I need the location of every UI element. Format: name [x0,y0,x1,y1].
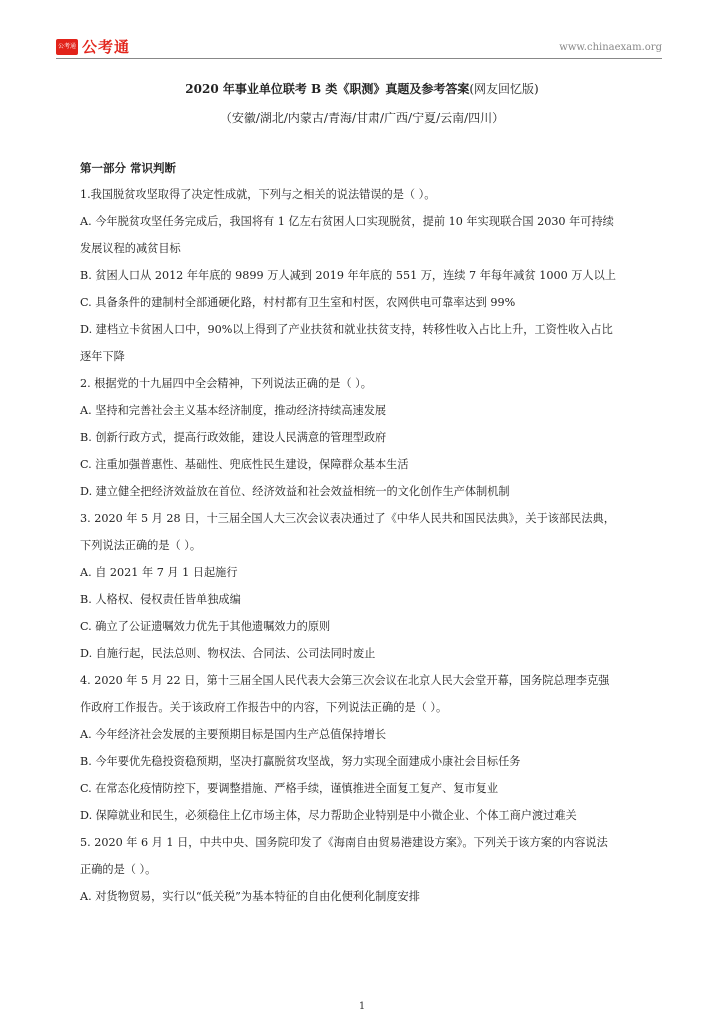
answer-option-line: 发展议程的减贫目标 [80,242,181,255]
answer-option-line: D. 保障就业和民生，必须稳住上亿市场主体，尽力帮助企业特别是中小微企业、个体工商户渡过难关 [80,809,577,822]
answer-option [80,323,656,364]
question-stem-line: 4. 2020 年 5 月 22 日，第十三届全国人民代表大会第三次会议在北京人民大会堂开幕，国务院总理李克强 [80,674,610,687]
question-stem-line: 3. 2020 年 5 月 28 日，十三届全国人大三次会议表决通过了《中华人民共和国民法典》，关于该部民法典， [80,512,615,525]
logo-text: 公考通 [82,38,131,56]
question-stem-line: 下列说法正确的是（ ）。 [80,539,202,552]
answer-option-line: D. 自施行起，民法总则、物权法、合同法、公司法同时废止 [80,647,376,660]
question-stem-line: 作政府工作报告。关于该政府工作报告中的内容，下列说法正确的是（ ）。 [80,701,448,714]
question-stem-line: 1.我国脱贫攻坚取得了决定性成就，下列与之相关的说法错误的是（ ）。 [80,188,436,201]
answer-option [80,593,656,607]
question-stem-line: 5. 2020 年 6 月 1 日，中共中央、国务院印发了《海南自由贸易港建设方案》。下列关于该方案的内容说法 [80,836,608,849]
answer-option [80,431,656,445]
answer-option [80,728,656,742]
answer-option [80,485,656,499]
answer-option-line: B. 创新行政方式，提高行政效能，建设人民满意的管理型政府 [80,431,387,444]
section-heading: 第一部分 常识判断 [80,161,177,175]
question-list [80,188,656,904]
answer-option-line: A. 今年脱贫攻坚任务完成后，我国将有 1 亿左右贫困人口实现脱贫，提前 10 年实现联合国 2030 年可持续 [80,215,614,228]
title-main: 2020 年事业单位联考 B 类《职测》真题及参考答案 [185,82,470,96]
answer-option-line: C. 注重加强普惠性、基础性、兜底性民生建设，保障群众基本生活 [80,458,409,471]
header-divider [56,58,662,59]
answer-option-line: B. 人格权、侵权责任皆单独成编 [80,593,241,606]
answer-option-line: 逐年下降 [80,350,125,363]
document-body [80,160,656,917]
answer-option [80,890,656,904]
answer-option-line: A. 对货物贸易，实行以“低关税”为基本特征的自由化便利化制度安排 [80,890,420,903]
document-title [0,80,724,97]
question-stem-line: 2. 根据党的十九届四中全会精神，下列说法正确的是（ ）。 [80,377,372,390]
answer-option-line: A. 坚持和完善社会主义基本经济制度，推动经济持续高速发展 [80,404,387,417]
page-header [0,0,724,62]
document-subtitle: （安徽/湖北/内蒙古/青海/甘肃/广西/宁夏/云南/四川） [219,111,505,125]
answer-option-line: A. 今年经济社会发展的主要预期目标是国内生产总值保持增长 [80,728,387,741]
answer-option [80,296,656,310]
answer-option [80,620,656,634]
answer-option [80,215,656,256]
answer-option-line: D. 建档立卡贫困人口中，90%以上得到了产业扶贫和就业扶贫支持，转移性收入占比上升，工资性收入占比 [80,323,613,336]
answer-option-line: C. 确立了公证遗嘱效力优先于其他遗嘱效力的原则 [80,620,331,633]
answer-option-line: C. 具备条件的建制村全部通硬化路，村村都有卫生室和村医，农网供电可靠率达到 99% [80,296,516,309]
question-stem [80,674,656,715]
question-stem [80,512,656,553]
answer-option [80,755,656,769]
answer-option [80,566,656,580]
question-stem [80,836,656,877]
answer-option-line: D. 建立健全把经济效益放在首位、经济效益和社会效益相统一的文化创作生产体制机制 [80,485,510,498]
answer-option-line: C. 在常态化疫情防控下，要调整措施、严格手续，谨慎推进全面复工复产、复市复业 [80,782,499,795]
question-stem [80,188,656,202]
answer-option-line: B. 今年要优先稳投资稳预期，坚决打赢脱贫攻坚战，努力实现全面建成小康社会目标任务 [80,755,521,768]
answer-option [80,782,656,796]
question-stem [80,377,656,391]
page-number: 1 [358,1001,366,1012]
logo-badge-icon: 公考通 [56,39,78,55]
answer-option-line: B. 贫困人口从 2012 年年底的 9899 万人减到 2019 年年底的 551 万，连续 7 年每年减贫 1000 万人以上 [80,269,616,282]
answer-option [80,647,656,661]
answer-option [80,809,656,823]
title-suffix: (网友回忆版) [469,82,539,96]
brand-logo[interactable] [56,36,130,57]
site-url-link[interactable]: www.chinaexam.org [559,42,662,53]
question-stem-line: 正确的是（ ）。 [80,863,157,876]
answer-option-line: A. 自 2021 年 7 月 1 日起施行 [80,566,238,579]
answer-option [80,404,656,418]
answer-option [80,458,656,472]
answer-option [80,269,656,283]
